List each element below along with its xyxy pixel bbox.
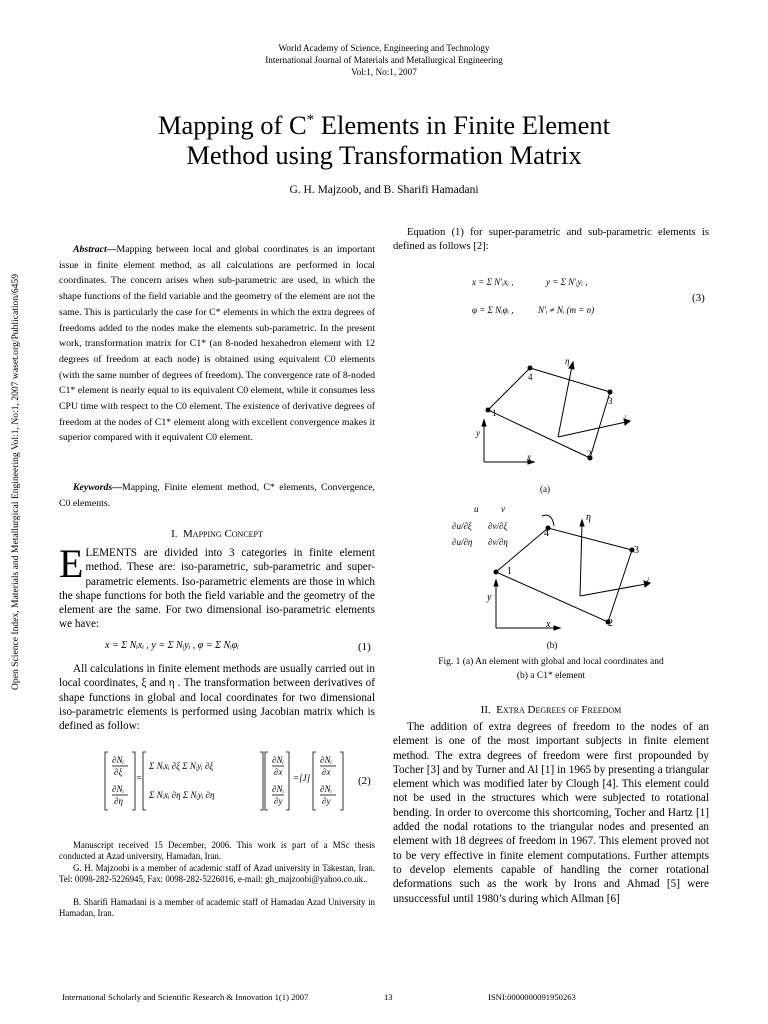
footnote-manuscript: Manuscript received 15 December, 2006. This work is part of a MSc thesis conducted at Azad university, Hamadan, Iran. xyxy=(59,840,375,862)
drop-cap: E xyxy=(59,541,84,586)
label-xi-a: ξ xyxy=(624,416,627,422)
footer-page-number: 13 xyxy=(384,992,393,1002)
label-v-b: v xyxy=(501,504,505,514)
svg-text:∂x: ∂x xyxy=(322,767,331,777)
label-node-1-b: 1 xyxy=(507,566,512,577)
label-y-b: y xyxy=(487,592,492,603)
label-xi-b: ξ xyxy=(647,578,650,584)
svg-text:φ = Σ Nᵢφᵢ ,: φ = Σ Nᵢφᵢ , xyxy=(472,305,514,315)
keywords: Keywords—Mapping, Finite element method, C* elements, Convergence, C0 elements. xyxy=(59,482,375,509)
equation-3-number: (3) xyxy=(692,292,705,304)
node-4-a xyxy=(528,366,533,371)
equation-1: x = Σ Nᵢxᵢ , y = Σ Nᵢyᵢ , φ = Σ Nᵢφᵢ xyxy=(105,640,239,651)
svg-text:=: = xyxy=(136,773,143,783)
svg-text:x = Σ N′ᵢxᵢ ,: x = Σ N′ᵢxᵢ , xyxy=(472,277,514,287)
abstract-text: Mapping between local and global coordinates is an important issue in finite element method, as all calculations are performed in local coordinates. The concern arises when sub-parametric are used, in which the shape functions of the field variable and the geometry of the element are not the same. This is particularly the case for C* elements in which the extra degrees of freedoms added to the nodes make the elements sub-parametric. In the present work, transformation matrix for C1* (an 8-noded hexahedron element with 12 degrees of freedom at each node) is obtained using equivalent C0 elements (with the same number of degrees of freedom). The convergence rate of 8-noded C1* element is nearly equal to its equivalent C0 element, while it consumes less CPU time with respect to the C0 element. The existence of derivative degrees of freedom at the nodes of C1* element along with excellent convergence makes it superior compared with it equivalent C0 element. xyxy=(59,244,376,444)
label-node-4-a: 4 xyxy=(528,372,533,382)
eta-axis-b xyxy=(580,524,582,596)
journal-header-volume: Vol:1, No:1, 2007 xyxy=(351,67,417,77)
figure-1-caption-line-2: (b) a C1* element xyxy=(516,671,586,681)
svg-text:Σ Nᵢxᵢ ∂ξ Σ Nᵢyᵢ ∂ξ: Σ Nᵢxᵢ ∂ξ Σ Nᵢyᵢ ∂ξ xyxy=(149,761,214,771)
section-2-heading: II. Extra Degrees of Freedom xyxy=(480,704,622,716)
equation-1-number: (1) xyxy=(358,641,371,653)
svg-text:∂Nᵢ: ∂Nᵢ xyxy=(112,755,124,765)
paper-title-line-2: Method using Transformation Matrix xyxy=(186,140,582,170)
label-du-dxi-b: ∂u/∂ξ xyxy=(452,521,472,531)
xi-axis-b xyxy=(580,584,646,596)
node-1-b xyxy=(494,570,499,575)
node-3-a xyxy=(608,390,613,395)
paper-title-line-1: Mapping of C* Elements in Finite Element xyxy=(157,109,611,140)
journal-header-line-2: International Journal of Materials and Metallurgical Engineering xyxy=(265,55,503,65)
svg-text:∂x: ∂x xyxy=(274,767,283,777)
section-2-paragraph-1: The addition of extra degrees of freedom to the nodes of an element is one of the most important subjects in finite element method. The extra degrees of freedom were first propounded by Tocher [3] and by Turner and Al [1] in 1965 by presenting a triangular element which was modified later by Clough [4]. This element could not be used in the structures which were subjected to rotational bending. In order to overcome this shortcoming, Tocher and Hartz [1] added the nodal rotations to the triangular nodes and presented an element with 18 degrees of freedom in 1967. This element proved not to be very effective in finite element computations. Further attempts to develop elements capable of handling the corner rotational deformations such as the work by Irons and Ahmad [5] were unsuccessful until 1980’s during which Allman [6] xyxy=(393,721,709,905)
label-node-3-a: 3 xyxy=(608,396,613,406)
svg-text:y = Σ N′ᵢyᵢ ,: y = Σ N′ᵢyᵢ , xyxy=(546,277,588,287)
node-1-a xyxy=(486,408,491,413)
authors: G. H. Majzoob, and B. Sharifi Hamadani xyxy=(289,184,479,196)
footer-publisher: International Scholarly and Scientific Research & Innovation 1(1) 2007 xyxy=(62,992,309,1002)
svg-text:∂Nᵢ: ∂Nᵢ xyxy=(320,784,332,794)
svg-text:∂Nᵢ: ∂Nᵢ xyxy=(272,755,284,765)
abstract: Abstract—Mapping between local and global coordinates is an important issue in finite element method, as all calculations are performed in local coordinates. The concern arises when sub-parametric are used, in which the shape functions of the field variable and the geometry of the element are not the same. This is particularly the case for C* elements in which the extra degrees of freedoms added to the nodes make the elements sub-parametric. In the present work, transformation matrix for C1* (an 8-noded hexahedron element with 12 degrees of freedom at each node) is obtained using equivalent C0 elements (with the same number of degrees of freedom). The convergence rate of 8-noded C1* element is nearly equal to its equivalent C0 element, while it consumes less CPU time with respect to the C0 element. The existence of derivative degrees of freedom at the nodes of C1* element along with excellent convergence makes it superior compared with it equivalent C0 element. xyxy=(59,244,376,444)
label-dv-deta-b: ∂v/∂η xyxy=(488,537,508,547)
svg-text:N′ᵢ ≠ Nᵢ (m = n): N′ᵢ ≠ Nᵢ (m = n) xyxy=(538,305,595,315)
section-1-heading: I. Mapping Concept xyxy=(171,528,263,540)
label-node-1-a: 1 xyxy=(492,408,497,418)
footer-isni: ISNI:0000000091950263 xyxy=(488,992,576,1002)
section-1-paragraph-1: ELEMENTS are divided into 3 categories in finite element method. These are: iso-parametric, sub-parametric and super-parametric elements. Iso-parametric elements are those in which the shape functions for both the field variable and the geometry of the element are the same. For two dimensional iso-parametric elements we have: xyxy=(59,541,375,631)
section-1-paragraph-2: All calculations in finite element methods are usually carried out in local coordinates, ξ and η . The transformation between derivatives of shape functions in global and local coordinates for two dimensional iso-parametric elements is performed using Jacobian matrix which is defined as follow: xyxy=(59,663,375,733)
footnote-author-1: G. H. Majzoobi is a member of academic staff of Azad university in Takestan, Iran. Tel: 0098-282-5226945, Fax: 0098-282-5226016, e-mail: gh_majzoobi@yahoo.co.uk.. xyxy=(59,863,375,885)
footnote-author-2: B. Sharifi Hamadani is a member of academic staff of Hamadan Azad University in Hamadan, Iran. xyxy=(59,897,375,919)
figure-1b xyxy=(448,500,656,636)
keywords-label: Keywords xyxy=(73,482,113,493)
svg-text:∂Nᵢ: ∂Nᵢ xyxy=(112,784,124,794)
label-x-a: x xyxy=(527,452,531,462)
label-du-deta-b: ∂u/∂η xyxy=(452,537,473,547)
label-node-3-b: 3 xyxy=(634,545,639,556)
xi-axis-a xyxy=(558,422,626,437)
svg-text:∂η: ∂η xyxy=(114,796,123,806)
equation-2-jacobian xyxy=(104,748,348,814)
label-eta-a: η xyxy=(565,356,570,366)
equation-2-number: (2) xyxy=(358,775,371,787)
label-y-a: y xyxy=(476,428,480,438)
equation-3 xyxy=(470,268,630,324)
label-x-b: x xyxy=(546,619,551,630)
side-index-banner: Open Science Index, Materials and Metallurgical Engineering Vol:1, No:1, 2007 waset.org/Publication/6459 xyxy=(10,273,21,690)
svg-text:=[J]: =[J] xyxy=(293,773,311,783)
label-node-2-b: 2 xyxy=(608,618,613,629)
label-dv-dxi-b: ∂v/∂ξ xyxy=(488,521,508,531)
svg-text:∂y: ∂y xyxy=(322,796,331,806)
keywords-text: Mapping, Finite element method, C* elements, Convergence, C0 elements. xyxy=(59,482,375,509)
abstract-label: Abstract xyxy=(73,244,107,255)
svg-text:Σ Nᵢxᵢ ∂η Σ Nᵢyᵢ ∂η: Σ Nᵢxᵢ ∂η Σ Nᵢyᵢ ∂η xyxy=(149,790,215,800)
right-paragraph-1: Equation (1) for super-parametric and sub-parametric elements is defined as follows [2]: xyxy=(393,227,709,253)
label-node-2-a: 2 xyxy=(587,449,592,459)
figure-1-caption-line-1: Fig. 1 (a) An element with global and local coordinates and xyxy=(438,657,664,667)
figure-1a xyxy=(470,352,640,470)
journal-header-line-1: World Academy of Science, Engineering and Technology xyxy=(278,43,490,53)
element-outline-b xyxy=(496,528,632,622)
figure-1b-label: (b) xyxy=(546,640,558,650)
svg-text:∂Nᵢ: ∂Nᵢ xyxy=(320,755,332,765)
svg-text:∂Nᵢ: ∂Nᵢ xyxy=(272,784,284,794)
rotation-arc-b xyxy=(542,515,554,526)
svg-text:∂ξ: ∂ξ xyxy=(114,767,123,777)
figure-1a-label: (a) xyxy=(540,484,550,494)
label-node-4-b: 4 xyxy=(544,528,549,539)
element-outline-a xyxy=(488,368,610,458)
svg-text:∂y: ∂y xyxy=(274,796,283,806)
label-u-b: u xyxy=(474,504,479,514)
label-eta-b: η xyxy=(586,512,591,523)
